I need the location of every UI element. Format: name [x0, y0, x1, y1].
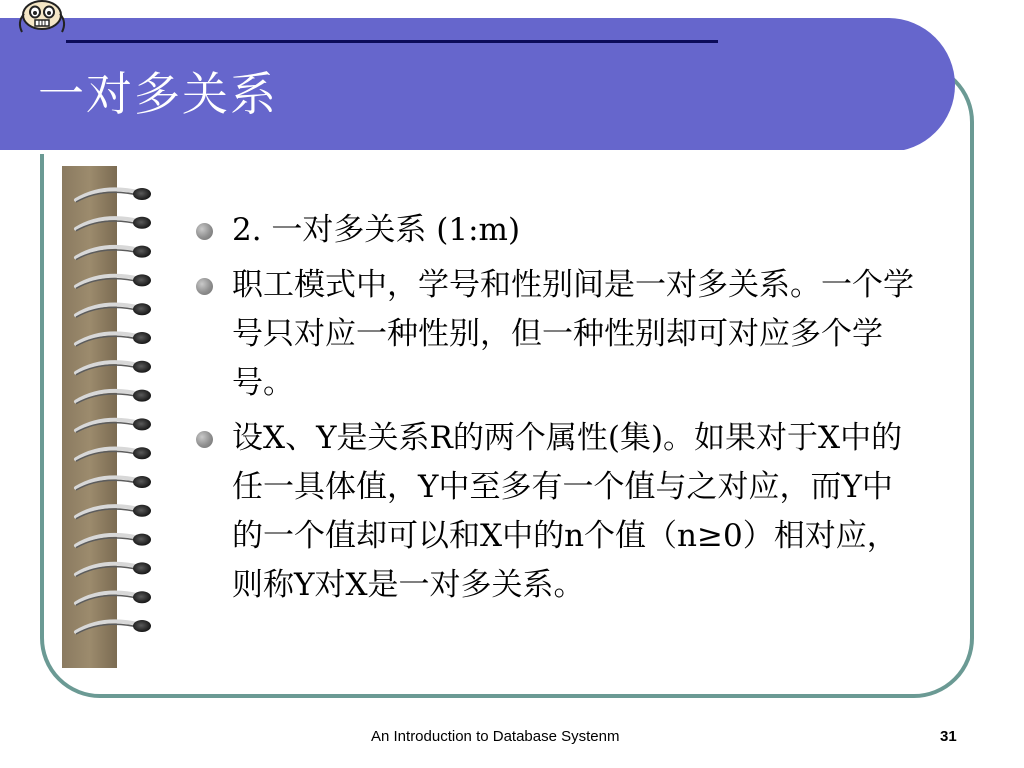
- title-banner: [0, 18, 955, 152]
- bullet-dot-icon: [196, 431, 213, 448]
- bullet-item: [196, 261, 956, 408]
- footer-course-title: An Introduction to Database Systenm: [371, 728, 620, 745]
- slide-title: 一对多关系: [38, 67, 278, 121]
- spiral-binding-icon: [62, 166, 170, 668]
- bullet-dot-icon: [196, 278, 213, 295]
- footer: [0, 726, 1024, 748]
- banner-bottom-line: [0, 150, 906, 154]
- bullet-text: 设X、Y是关系R的两个属性(集)。如果对于X中的任一具体值，Y中至多有一个值与之对应，而Y中的一个值却可以和X中的n个值（n≥0）相对应，则称Y对X是一对多关系。: [232, 420, 903, 603]
- mascot-logo-icon: [14, 0, 70, 36]
- bullet-list: [196, 206, 956, 616]
- page-number: 31: [940, 728, 957, 745]
- banner-top-line: [66, 40, 718, 43]
- bullet-item: [196, 206, 956, 255]
- bullet-text: 2. 一对多关系 (1:m): [232, 212, 521, 248]
- bullet-item: [196, 414, 956, 610]
- bullet-text: 职工模式中，学号和性别间是一对多关系。一个学号只对应一种性别，但一种性别却可对应多个学号。: [232, 267, 914, 401]
- bullet-dot-icon: [196, 223, 213, 240]
